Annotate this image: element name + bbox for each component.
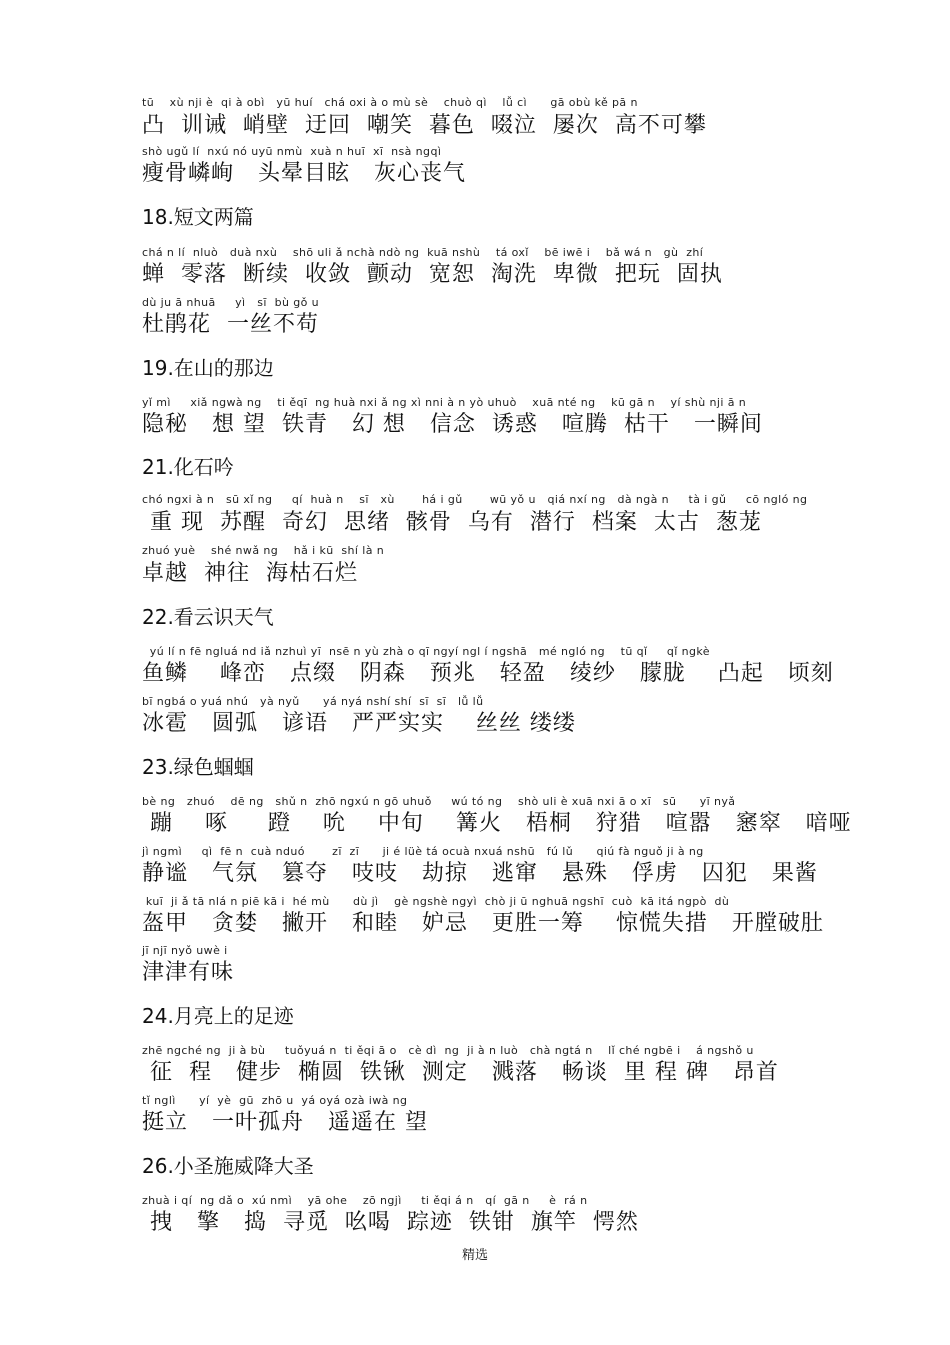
vocab-line: 鱼鳞 峰峦 点缀 阴森 预兆 轻盈 绫纱 朦胧 凸起 顷刻 bbox=[142, 661, 834, 686]
vocab-line: 征 程 健步 椭圆 铁锹 测定 溅落 畅谈 里 程 碑 昂首 bbox=[142, 1060, 779, 1085]
pinyin-line: zhuó yuè shé nwǎ ng hǎ i kū shí là n bbox=[142, 544, 385, 557]
pinyin-line: kuī ji ǎ tā nlá n piē kā i hé mù dù jì gè ngshè ngyì chò ji ū nghuā ngshī cuò kā itá ngpò dù bbox=[142, 895, 730, 908]
pinyin-line: bè ng zhuó dē ng shǔ n zhō ngxú n gō uhuǒ wú tó ng shò uli è xuā nxi ā o xī sū yī nyǎ bbox=[142, 795, 736, 808]
pinyin-line: jī njī nyǒ uwè i bbox=[142, 944, 228, 957]
vocab-line: 重 现 苏醒 奇幻 思绪 骸骨 乌有 潜行 档案 太古 葱茏 bbox=[142, 510, 762, 535]
section-heading-22: 22.看云识天气 bbox=[142, 605, 274, 629]
vocab-line: 挺立 一叶孤舟 遥遥在 望 bbox=[142, 1110, 428, 1135]
vocab-line: 卓越 神往 海枯石烂 bbox=[142, 561, 358, 586]
pinyin-line: zhē ngché ng ji à bù tuǒyuá n ti ěqi ā o cè dì ng ji à n luò chà ngtá n lǐ ché ngbē i á ngshǒ u bbox=[142, 1044, 754, 1057]
pinyin-line: bī ngbá o yuá nhú yà nyǔ yá nyá nshí shí sī sī lǚ lǚ bbox=[142, 695, 484, 708]
page-footer: 精选 bbox=[461, 1248, 488, 1263]
pinyin-line: chó ngxi à n sū xǐ ng qí huà n sī xù há i gǔ wū yǒ u qiá nxí ng dà ngà n tà i gǔ cō ngló ng bbox=[142, 493, 808, 506]
vocab-line: 拽 擎 捣 寻觅 吆喝 踪迹 铁钳 旗竿 愕然 bbox=[142, 1210, 639, 1235]
vocab-line: 杜鹃花 一丝不苟 bbox=[142, 312, 319, 337]
vocab-line: 蹦 啄 蹬 吮 中旬 篝火 梧桐 狩猎 喧嚣 窸窣 喑哑 bbox=[142, 811, 852, 836]
section-heading-21: 21.化石吟 bbox=[142, 455, 234, 479]
vocab-line: 盔甲 贪婪 撇开 和睦 妒忌 更胜一筹 惊慌失措 开膛破肚 bbox=[142, 911, 824, 936]
pinyin-line: tǐ nglì yí yè gū zhō u yá oyá ozà iwà ng bbox=[142, 1094, 408, 1107]
section-heading-23: 23.绿色蝈蝈 bbox=[142, 755, 254, 779]
vocab-line: 凸 训诫 峭壁 迂回 嘲笑 暮色 啜泣 屡次 高不可攀 bbox=[142, 113, 707, 138]
pinyin-line: yú lí n fē ngluá nd iǎ nzhuì yī nsē n yù zhà o qī ngyí ngl í ngshā mé ngló ng tū qǐ qǐ ngkè bbox=[142, 645, 710, 658]
pinyin-line: shò ugǔ lí nxú nó uyū nmù xuà n huī xī nsà ngqì bbox=[142, 145, 442, 158]
vocab-line: 冰雹 圆弧 谚语 严严实实 丝丝 缕缕 bbox=[142, 711, 576, 736]
vocab-line: 瘦骨嶙峋 头晕目眩 灰心丧气 bbox=[142, 161, 466, 186]
pinyin-line: dù ju ā nhuā yì sī bù gǒ u bbox=[142, 296, 320, 309]
section-heading-19: 19.在山的那边 bbox=[142, 356, 274, 380]
vocab-line: 津津有味 bbox=[142, 960, 235, 985]
pinyin-line: zhuà i qí ng dǎ o xú nmì yā ohe zō ngjì ti ěqi á n qí gā n è rá n bbox=[142, 1194, 588, 1207]
pinyin-line: yǐ mì xiǎ ngwà ng ti ěqī ng huà nxi ǎ ng xì nni à n yò uhuò xuā nté ng kū gā n yí shù nji ā n bbox=[142, 396, 747, 409]
vocab-line: 隐秘 想 望 铁青 幻 想 信念 诱惑 喧腾 枯干 一瞬间 bbox=[142, 412, 763, 437]
section-heading-26: 26.小圣施威降大圣 bbox=[142, 1154, 314, 1178]
vocab-line: 蝉 零落 断续 收敛 颤动 宽恕 淘洗 卑微 把玩 固执 bbox=[142, 262, 723, 287]
vocab-line: 静谧 气氛 篡夺 吱吱 劫掠 逃窜 悬殊 俘虏 囚犯 果酱 bbox=[142, 861, 818, 886]
section-heading-24: 24.月亮上的足迹 bbox=[142, 1004, 294, 1028]
pinyin-line: chá n lí nluò duà nxù shō uli ǎ nchà ndò ng kuā nshù tá oxǐ bē iwē i bǎ wá n gù zhí bbox=[142, 246, 704, 259]
pinyin-line: jì ngmì qì fē n cuà nduó zī zī ji é lüè tá ocuà nxuá nshū fú lǔ qiú fà nguǒ ji à ng bbox=[142, 845, 704, 858]
section-heading-18: 18.短文两篇 bbox=[142, 205, 254, 229]
pinyin-line: tū xù nji è qi à obì yū huí chá oxi à o mù sè chuò qì lǚ cì gā obù kě pā n bbox=[142, 96, 638, 109]
